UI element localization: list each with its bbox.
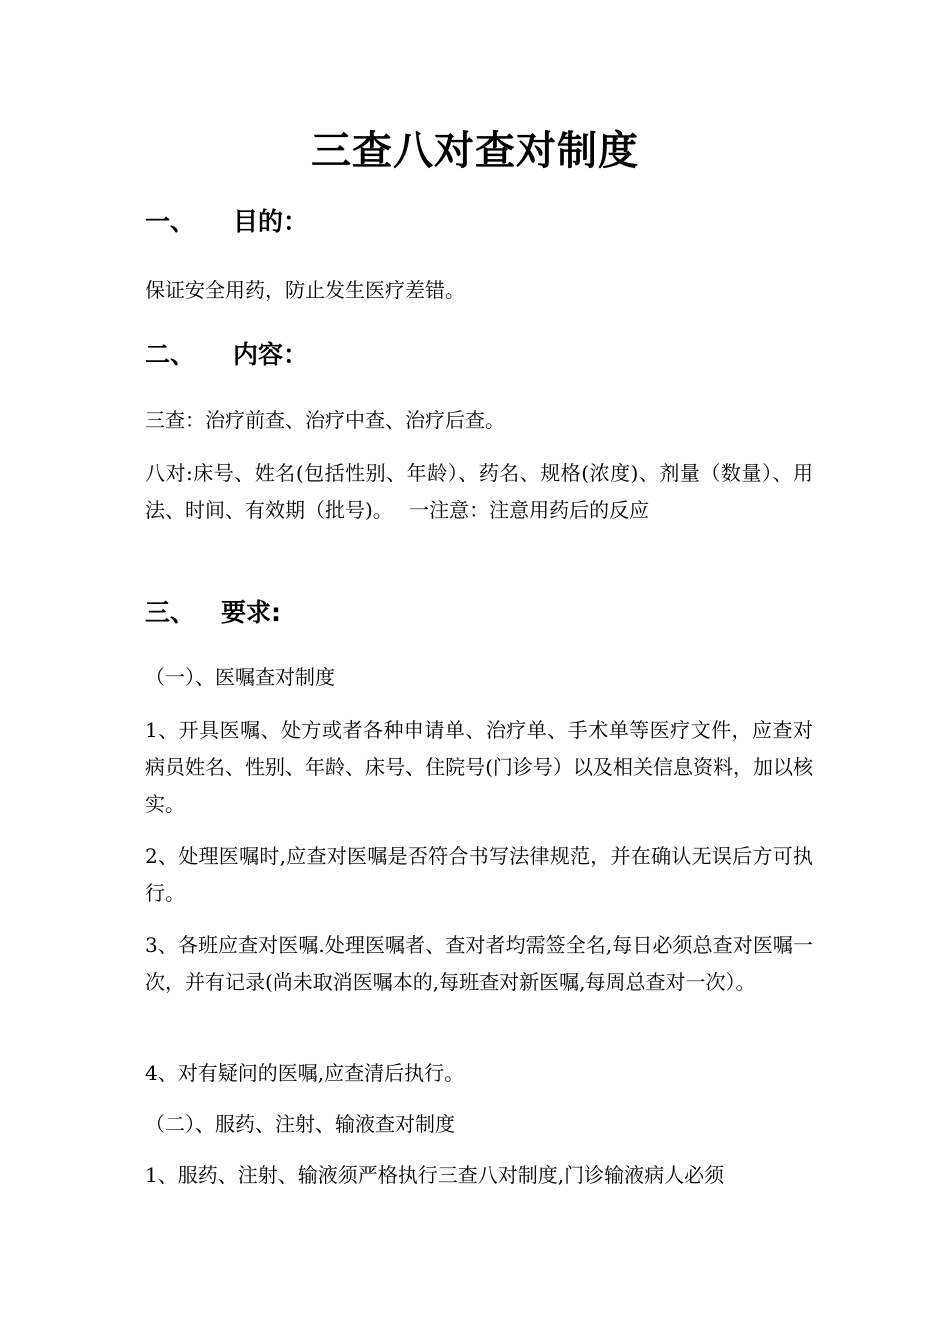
section-heading-requirements xyxy=(145,596,281,630)
section-number: 三、 xyxy=(145,598,196,627)
paragraph-eight-verifications: 八对:床号、姓名(包括性别、年龄）、药名、规格(浓度)、剂量（数量）、用法、时间、有效期（批号)。 一注意：注意用药后的反应 xyxy=(145,461,813,522)
section-title: 要求: xyxy=(221,598,281,627)
list-item: 1、服药、注射、输液须严格执行三查八对制度,门诊输液病人必须 xyxy=(145,1163,725,1187)
list-item: 4、对有疑问的医嘱,应查清后执行。 xyxy=(145,1061,465,1085)
paragraph-purpose: 保证安全用药，防止发生医疗差错。 xyxy=(145,278,465,302)
paragraph-three-checks: 三查：治疗前查、治疗中查、治疗后查。 xyxy=(145,408,505,432)
section-heading-purpose xyxy=(145,205,308,239)
section-title: 目的： xyxy=(233,207,309,236)
list-item: 2、处理医嘱时,应查对医嘱是否符合书写法律规范，并在确认无误后方可执行。 xyxy=(145,844,813,905)
section-number: 二、 xyxy=(145,340,196,369)
section-number: 一、 xyxy=(145,207,196,236)
section-title: 内容： xyxy=(233,340,309,369)
document-title: 三查八对查对制度 xyxy=(311,128,639,174)
list-item: 3、各班应查对医嘱.处理医嘱者、查对者均需签全名,每日必须总查对医嘱一次，并有记录(尚未取消医嘱本的,每班查对新医嘱,每周总查对一次）。 xyxy=(145,933,813,994)
section-heading-content xyxy=(145,338,308,372)
subsection-heading-orders: （一）、医嘱查对制度 xyxy=(145,665,335,689)
list-item: 1、开具医嘱、处方或者各种申请单、治疗单、手术单等医疗文件，应查对病员姓名、性别、年龄、床号、住院号(门诊号）以及相关信息资料，加以核实。 xyxy=(145,718,813,816)
subsection-heading-medication: （二）、服药、注射、输液查对制度 xyxy=(145,1112,455,1136)
